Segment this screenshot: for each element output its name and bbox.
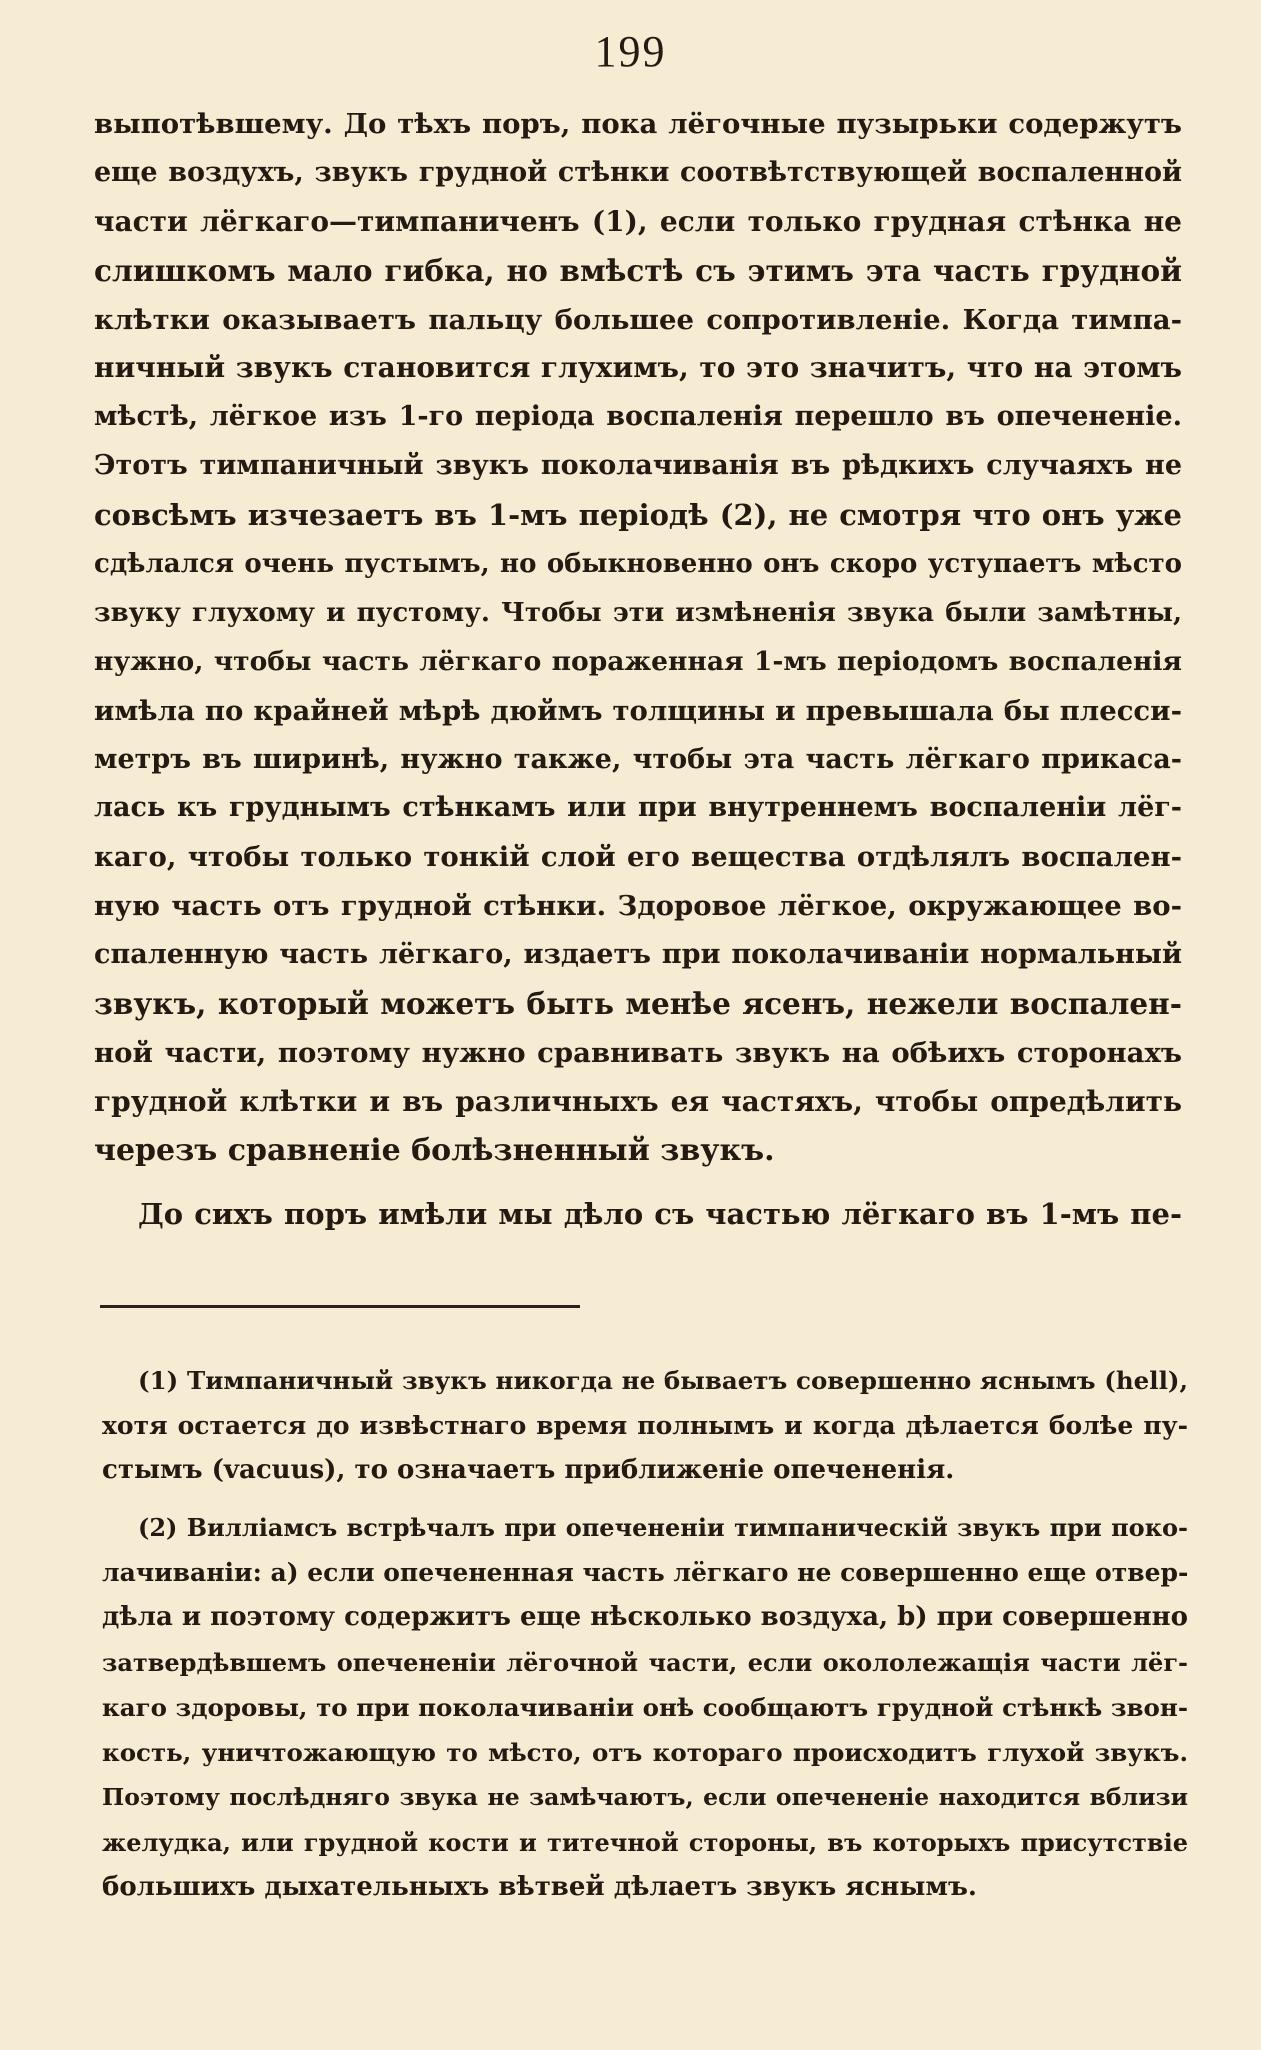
text-line: каго, чтобы только тонкій слой его вещества отдѣлялъ воспален- (94, 841, 1182, 874)
footnote-2-line: (2) Вилліамсъ встрѣчалъ при опечененіи тимпаническій звукъ при поко- (138, 1513, 1188, 1542)
paragraph-start-line: До сихъ поръ имѣли мы дѣло съ частью лёгкаго въ 1-мъ пе- (138, 1196, 1182, 1231)
text-line: части лёгкаго—тимпаниченъ (1), если только грудная стѣнка не (94, 204, 1182, 238)
footnote-2-line: дѣла и поэтому содержитъ еще нѣсколько воздуха, b) при совершенно (102, 1602, 1189, 1632)
text-line: еще воздухъ, звукъ грудной стѣнки соотвѣтствующей воспаленной (94, 156, 1182, 188)
footnotes (102, 1358, 1188, 1910)
text-line: ничный звукъ становится глухимъ, то это значитъ, что на этомъ (94, 351, 1182, 385)
footnote-1-line: (1) Тимпаничный звукъ никогда не бываетъ совершенно яснымъ (hell), (138, 1366, 1188, 1395)
text-line: сдѣлался очень пустымъ, но обыкновенно онъ скоро уступаетъ мѣсто (94, 549, 1182, 580)
text-line: лась къ груднымъ стѣнкамъ или при внутреннемъ воспаленіи лёг- (94, 792, 1182, 824)
footnote-1-line: хотя остается до извѣстнаго время полнымъ и когда дѣлается болѣе пу- (102, 1411, 1188, 1440)
footnote-2-line: Поэтому послѣдняго звука не замѣчаютъ, если опечененіе находится вблизи (102, 1783, 1188, 1811)
footnote-2-line: каго здоровы, то при поколачиваніи онѣ сообщаютъ грудной стѣнкѣ звон- (102, 1693, 1188, 1722)
text-line: ной части, поэтому нужно сравнивать звукъ на обѣихъ сторонахъ (94, 1036, 1182, 1069)
text-line: звукъ, который можетъ быть менѣе ясенъ, нежели воспален- (94, 986, 1182, 1022)
text-line: метръ въ ширинѣ, нужно также, чтобы эта часть лёгкаго прикаса- (94, 743, 1182, 775)
text-line: черезъ сравненіе болѣзненный звукъ. (94, 1132, 775, 1168)
footnote-2-line: затвердѣвшемъ опечененіи лёгочной части, если окололежащія части лёг- (102, 1648, 1188, 1677)
text-line: Этотъ тимпаничный звукъ поколачиванія въ рѣдкихъ случаяхъ не (94, 450, 1182, 482)
text-line: совсѣмъ изчезаетъ въ 1-мъ періодѣ (2), не смотря что онъ уже (94, 498, 1182, 533)
text-line: имѣла по крайней мѣрѣ дюймъ толщины и превышала бы плесси- (94, 694, 1182, 727)
text-line: грудной клѣтки и въ различныхъ ея частяхъ, чтобы опредѣлить (94, 1084, 1182, 1118)
page-number: 199 (594, 27, 667, 76)
footnote-2-line: желудка, или грудной кости и титечной стороны, въ которыхъ присутствіе (102, 1828, 1188, 1857)
text-line: выпотѣвшему. До тѣхъ поръ, пока лёгочные пузырьки содержутъ (94, 108, 1182, 140)
text-line: слишкомъ мало гибка, но вмѣстѣ съ этимъ эта часть грудной (94, 252, 1182, 288)
text-line: звуку глухому и пустому. Чтобы эти измѣненія звука были замѣтны, (94, 597, 1182, 628)
footnote-2-line: большихъ дыхательныхъ вѣтвей дѣлаетъ звукъ яснымъ. (102, 1872, 977, 1902)
footnote-separator (100, 1305, 580, 1308)
footnote-2-line: кость, уничтожающую то мѣсто, отъ котораго происходитъ глухой звукъ. (102, 1738, 1188, 1767)
footnote-1-line: стымъ (vacuus), то означаетъ приближеніе опечененія. (102, 1455, 955, 1485)
footnote-2-line: лачиваніи: a) если опечененная часть лёгкаго не совершенно еще отвер- (102, 1558, 1189, 1587)
text-line: клѣтки оказываетъ пальцу большее сопротивленіе. Когда тимпа- (94, 303, 1182, 336)
text-line: ную часть отъ грудной стѣнки. Здоровое лёгкое, окружающее во- (94, 890, 1182, 923)
text-line: нужно, чтобы часть лёгкаго пораженная 1-мъ періодомъ воспаленія (94, 645, 1182, 677)
main-text (94, 100, 1182, 1238)
text-line: мѣстѣ, лёгкое изъ 1-го періода воспаленія перешло въ опечененіе. (94, 401, 1182, 433)
text-line: спаленную часть лёгкаго, издаетъ при поколачиваніи нормальный (94, 939, 1182, 971)
